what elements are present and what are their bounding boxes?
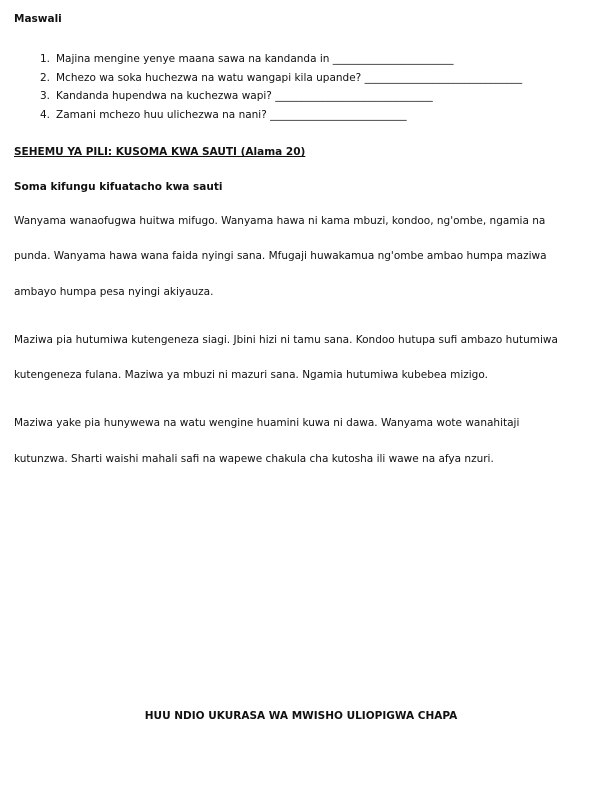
- passage-line: Maziwa pia hutumiwa kutengeneza siagi. Jbini hizi ni tamu sana. Kondoo hutupa sufi ambazo hutumiwa: [14, 334, 558, 346]
- footer-note: HUU NDIO UKURASA WA MWISHO ULIOPIGWA CHAPA: [144, 710, 458, 722]
- passage-line: kutunzwa. Sharti waishi mahali safi na wapewe chakula cha kutosha ili wawe na afya nzuri.: [14, 453, 494, 465]
- passage-line: Wanyama wanaofugwa huitwa mifugo. Wanyama hawa ni kama mbuzi, kondoo, ng'ombe, ngamia na: [14, 215, 546, 227]
- question-text: Zamani mchezo huu ulichezwa na nani? __________________________: [56, 108, 407, 121]
- question-text: Kandanda hupendwa na kuchezwa wapi? ______________________________: [56, 90, 433, 102]
- passage-line: kutengeneza fulana. Maziwa ya mbuzi ni mazuri sana. Ngamia hutumiwa kubebea mizigo.: [14, 369, 488, 381]
- question-number: 1.: [39, 53, 50, 65]
- question-number: 4.: [39, 108, 50, 121]
- question-text: Mchezo wa soka huchezwa na watu wangapi kila upande? ______________________________: [56, 71, 523, 84]
- question-number: 3.: [39, 90, 50, 102]
- question-item: [32, 69, 522, 88]
- section-title: SEHEMU YA PILI: KUSOMA KWA SAUTI (Alama 20): [14, 146, 306, 158]
- question-text: Majina mengine yenye maana sawa na kandanda in _______________________: [56, 53, 454, 65]
- question-number: 2.: [39, 71, 50, 84]
- questions-heading: Maswali: [14, 13, 62, 25]
- question-item: [32, 106, 522, 125]
- passage-line: punda. Wanyama hawa wana faida nyingi sana. Mfugaji huwakamua ng'ombe ambao humpa maziwa: [14, 250, 547, 262]
- questions-list: [32, 50, 522, 124]
- passage-line: Maziwa yake pia hunywewa na watu wengine huamini kuwa ni dawa. Wanyama wote wanahitaji: [14, 417, 520, 429]
- question-item: [32, 50, 522, 69]
- passage-line: ambayo humpa pesa nyingi akiyauza.: [14, 286, 214, 298]
- reading-instruction: Soma kifungu kifuatacho kwa sauti: [14, 181, 223, 193]
- question-item: [32, 87, 522, 106]
